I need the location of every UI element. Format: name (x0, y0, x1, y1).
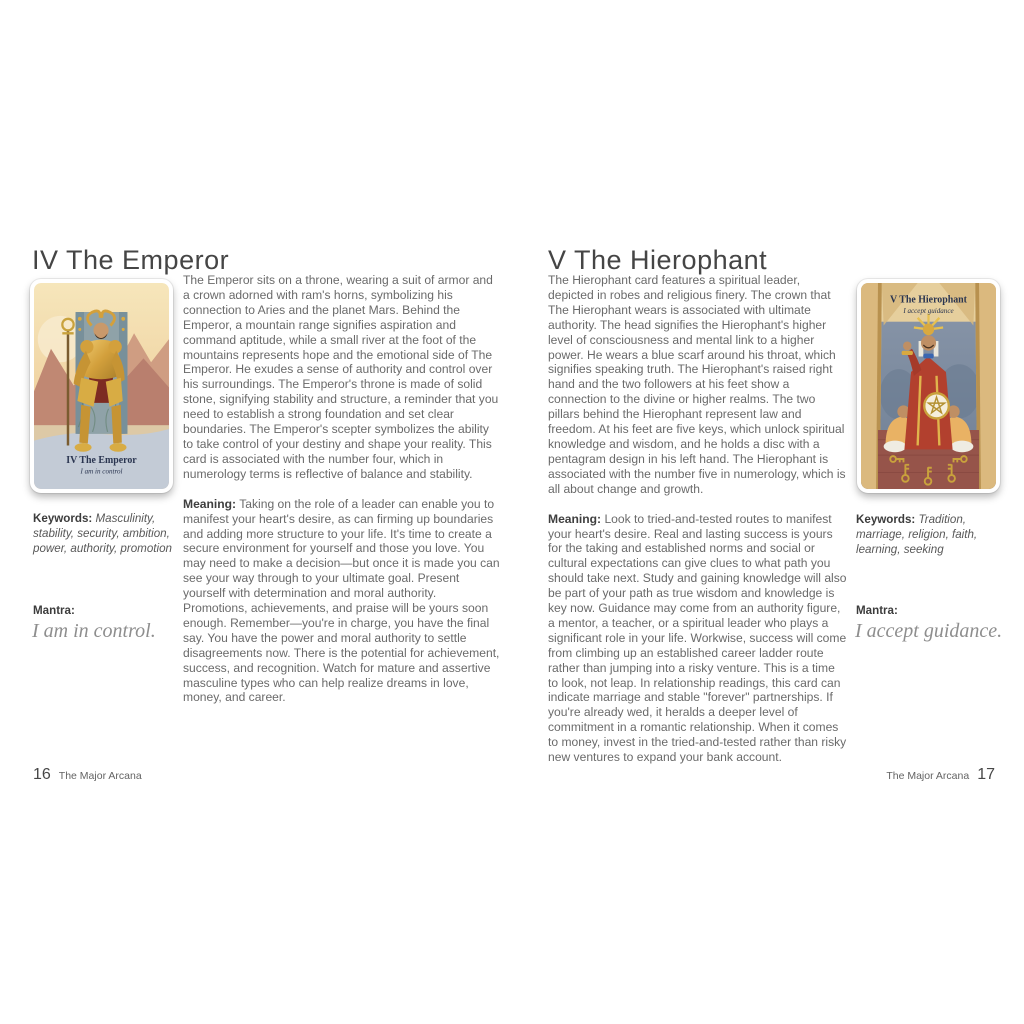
emperor-card-mantra: I am in control (80, 467, 123, 476)
hierophant-keywords (856, 512, 1001, 557)
hierophant-description: The Hierophant card features a spiritual leader, depicted in robes and religious finery. The crown that The Hierophant wears is associated with ultimate authority. The head signifies the Hierophant's higher level of consciousness and mental link to a higher power. He wears a blue scarf around his throat, which signifies speaking truth. The Hierophant's raised right hand and the two followers at his feet show a connection to the divine or higher realms. The two pillars behind the Hierophant represent law and freedom. At his feet are five keys, which unlock spiritual knowledge and wisdom, and he holds a disc with a pentagram design in his left hand. The Hierophant is associated with the number five in numerology, which is all about change and growth. (548, 273, 846, 496)
left-page-title: IV The Emperor (32, 245, 230, 276)
hierophant-mantra-text: I accept guidance. (855, 620, 1003, 642)
left-body-text (183, 273, 501, 720)
emperor-meaning-label: Meaning: (183, 496, 237, 511)
emperor-card-title: IV The Emperor (66, 454, 137, 466)
right-page-number: 17 (977, 766, 995, 783)
emperor-keywords (33, 511, 173, 556)
emperor-meaning (183, 497, 501, 706)
emperor-keywords-text: Masculinity, stability, security, ambition, power, authority, promotion (33, 512, 172, 555)
emperor-card-image (30, 279, 173, 493)
left-page-number: 16 (33, 766, 51, 783)
emperor-mantra-label: Mantra: (33, 604, 75, 617)
hierophant-card-title: V The Hierophant (890, 294, 967, 306)
left-section-label: The Major Arcana (58, 770, 142, 782)
hierophant-meaning (548, 512, 848, 765)
emperor-keywords-label: Keywords: (33, 512, 93, 525)
hierophant-mantra-label: Mantra: (856, 604, 898, 617)
hierophant-keywords-label: Keywords: (856, 513, 916, 526)
right-section-label: The Major Arcana (886, 770, 970, 782)
right-page-title: V The Hierophant (548, 245, 768, 276)
emperor-card-illustration (34, 283, 169, 489)
hierophant-card-mantra: I accept guidance (903, 306, 954, 316)
hierophant-meaning-label: Meaning: (548, 511, 602, 526)
right-page-footer (886, 766, 995, 784)
emperor-mantra-text: I am in control. (32, 620, 156, 642)
right-body-text (548, 273, 848, 780)
left-page-footer (33, 766, 142, 784)
emperor-description: The Emperor sits on a throne, wearing a suit of armor and a crown adorned with ram's horns, symbolizing his connection to Aries and the planet Mars. Behind the Emperor, a mountain range signifies aspiration and command aptitude, while a small river at the foot of the mountains represents hope and the emotional side of The Emperor. He exudes a sense of authority and control over his surroundings. The Emperor's throne is made of solid stone, signifying stability and structure, a reminder that you need to establish a strong foundation and set clear boundaries. The Emperor's scepter symbolizes the ability to take control of your destiny and shape your reality. This card is associated with the number four, which in numerology terms is reflective of balance and stability. (183, 273, 499, 481)
hierophant-card-illustration (861, 283, 996, 489)
hierophant-meaning-text: Look to tried-and-tested routes to manifest your heart's desire. Real and lasting success is yours for the taking and established norms and social or cultural expectations can give clues to what path you should take next. Study and gaining knowledge will also be part of your path as true wisdom and knowledge is key now. Guidance may come from an authority figure, a mentor, a teacher, or a spiritual leader who plays a significant role in your life. Workwise, success will come from climbing up an established career ladder route rather than jumping into a risky venture. This is a time to look, not leap. In relationship readings, this card can indicate marriage and stable "forever" partnerships. If you're already wed, it heralds a deeper level of commitment in a romantic relationship. When it comes to money, invest in the tried-and-tested rather than risky new ventures to expand your bank account. (548, 511, 847, 765)
hierophant-keywords-text: Tradition, marriage, religion, faith, learning, seeking (856, 513, 978, 556)
hierophant-card-image (857, 279, 1000, 493)
emperor-meaning-text: Taking on the role of a leader can enable you to manifest your heart's desire, as can firming up boundaries and adding more structure to your life. It's time to create a secure environment for yourself and those you love. You may need to make a decision—but once it is made you can see your way through to your ultimate goal. Present yourself with determination and moral authority. Promotions, achievements, and praise will be yours soon enough. Remember—you're in charge, you have the final say. You have the power and moral authority to settle disagreements now. There is the potential for achievement, success, and recognition. Watch for mature and assertive masculine types who can help realize dreams in love, money, and career. (183, 496, 500, 705)
